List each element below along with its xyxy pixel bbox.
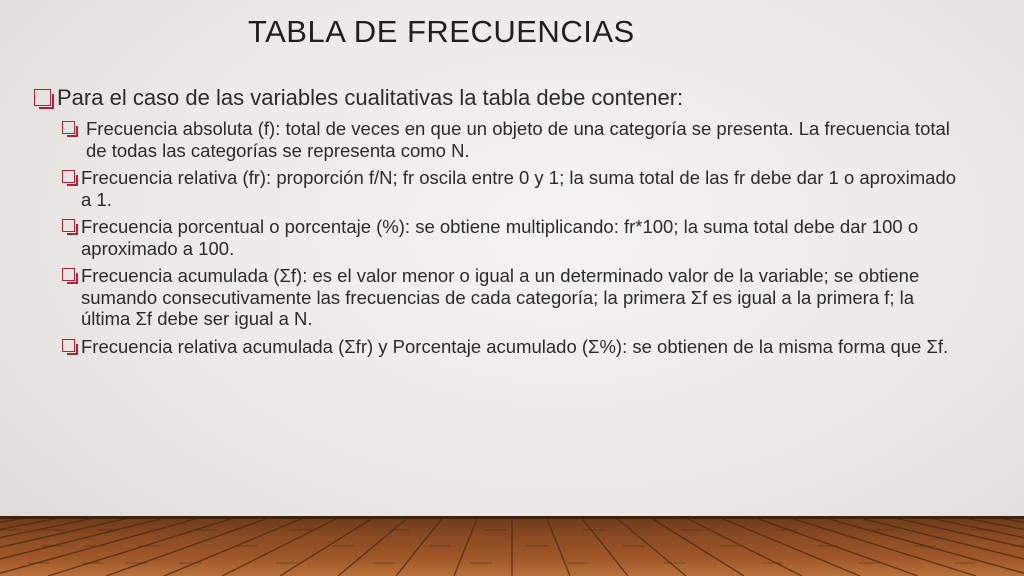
slide-title: TABLA DE FRECUENCIAS: [248, 14, 635, 49]
bullet-heading-text: Para el caso de las variables cualitativas la tabla debe contener:: [57, 85, 684, 110]
bullet-item: [62, 167, 964, 210]
box-bullet-icon: [62, 121, 75, 134]
bullet-item-text: Frecuencia acumulada (Σf): es el valor menor o igual a un determinado valor de la variable; se obtiene sumando consecutivamente las frecuencias de cada categoría; la primera Σf es igual a la primera f; la última Σf debe ser igual a N.: [81, 265, 920, 329]
box-bullet-icon: [62, 339, 75, 352]
bullet-item-text: Frecuencia relativa (fr): proporción f/N; fr oscila entre 0 y 1; la suma total de las fr debe dar 1 o aproximado a 1.: [81, 167, 957, 210]
box-bullet-icon: [34, 89, 51, 106]
bullet-item: [62, 216, 964, 259]
box-bullet-icon: [62, 219, 75, 232]
wood-floor-decoration: [0, 516, 1024, 576]
bullet-item-text: Frecuencia porcentual o porcentaje (%): se obtiene multiplicando: fr*100; la suma total debe dar 100 o aproximado a 100.: [81, 216, 919, 259]
bullet-item: [62, 336, 964, 358]
wood-planks: [0, 516, 1024, 576]
box-bullet-icon: [62, 268, 75, 281]
bullet-item-text: Frecuencia absoluta (f): total de veces en que un objeto de una categoría se presenta. La frecuencia total de todas las categorías se representa como N.: [86, 118, 950, 161]
bullet-item-text: Frecuencia relativa acumulada (Σfr) y Porcentaje acumulado (Σ%): se obtienen de la misma forma que Σf.: [81, 335, 949, 357]
bullet-item: [62, 265, 964, 330]
bullet-item: [62, 118, 964, 161]
box-bullet-icon: [62, 170, 75, 183]
bullet-heading: [34, 84, 964, 112]
slide-content: [34, 84, 964, 363]
